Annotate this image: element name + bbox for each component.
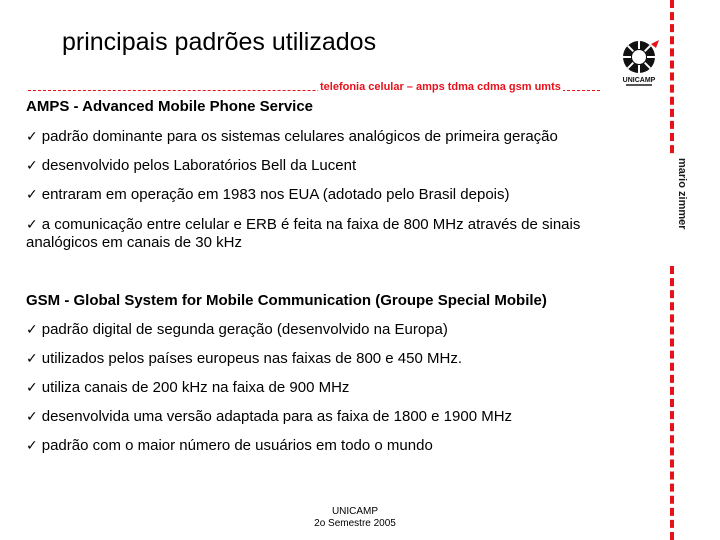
bullet-text: entraram em operação em 1983 nos EUA (adotado pelo Brasil depois) — [41, 186, 510, 203]
bullet-text: padrão digital de segunda geração (desenvolvido na Europa) — [41, 321, 448, 338]
amps-bullet — [26, 216, 636, 252]
bullet-text: a comunicação entre celular e ERB é feita na faixa de 800 MHz através de sinais analógicos em canais de 30 kHz — [26, 216, 581, 251]
footer-institution: UNICAMP — [331, 506, 379, 517]
bullet-text: utiliza canais de 200 kHz na faixa de 900 MHz — [41, 379, 350, 396]
gsm-bullet — [26, 437, 636, 455]
vertical-divider — [670, 0, 674, 540]
unicamp-logo — [618, 38, 664, 88]
checkmark-icon: ✓ — [26, 438, 38, 454]
logo-flame — [651, 40, 659, 48]
gsm-heading: GSM - Global System for Mobile Communication (Groupe Special Mobile) — [26, 292, 547, 309]
amps-heading: AMPS - Advanced Mobile Phone Service — [26, 98, 314, 115]
gsm-bullet — [26, 321, 636, 339]
footer — [300, 506, 410, 530]
logo-underline — [626, 84, 652, 86]
checkmark-icon: ✓ — [26, 322, 38, 338]
logo-wordmark: UNICAMP — [622, 77, 656, 84]
page-subtitle: telefonia celular – amps tdma cdma gsm umts — [320, 81, 561, 93]
author-name: mario zimmer — [676, 158, 688, 230]
amps-bullet — [26, 157, 636, 175]
checkmark-icon: ✓ — [26, 129, 38, 145]
bullet-text: desenvolvido pelos Laboratórios Bell da Lucent — [41, 157, 357, 174]
gsm-bullet — [26, 408, 636, 426]
checkmark-icon: ✓ — [26, 380, 38, 396]
bullet-text: utilizados pelos países europeus nas faixas de 800 e 450 MHz. — [41, 350, 462, 367]
gsm-bullet — [26, 379, 636, 397]
amps-bullet — [26, 186, 636, 204]
bullet-text: desenvolvida uma versão adaptada para as faixa de 1800 e 1900 MHz — [41, 408, 513, 425]
logo-center — [632, 50, 646, 64]
bullet-text: padrão com o maior número de usuários em todo o mundo — [41, 437, 433, 454]
bullet-text: padrão dominante para os sistemas celulares analógicos de primeira geração — [41, 128, 558, 145]
checkmark-icon: ✓ — [26, 351, 38, 367]
checkmark-icon: ✓ — [26, 217, 38, 233]
footer-semester: 2o Semestre 2005 — [314, 518, 396, 529]
checkmark-icon: ✓ — [26, 187, 38, 203]
amps-bullet — [26, 128, 636, 146]
checkmark-icon: ✓ — [26, 158, 38, 174]
page-title: principais padrões utilizados — [62, 28, 377, 56]
checkmark-icon: ✓ — [26, 409, 38, 425]
gsm-bullet — [26, 350, 636, 368]
